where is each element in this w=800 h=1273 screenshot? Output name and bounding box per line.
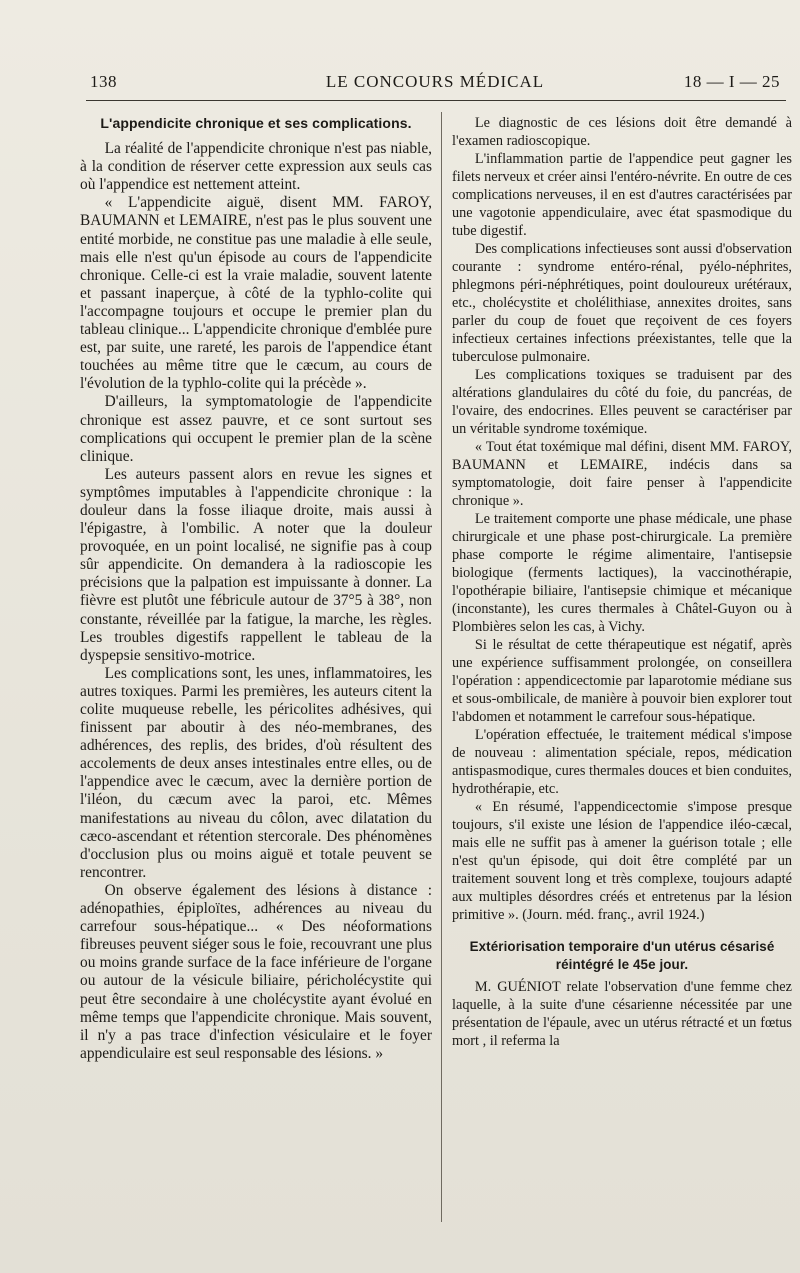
journal-title: LE CONCOURS MÉDICAL	[325, 72, 545, 91]
paragraph: L'inflammation partie de l'appendice peut gagner les filets nerveux et créer ainsi l'entéro-névrite. En outre de ces complications nerveuses, il en est d'autres caractérisées par une vagotonie appendiculaire, avec état spasmodique du tube digestif.	[452, 151, 792, 239]
paragraph: « Tout état toxémique mal défini, disent MM. FAROY, BAUMANN et LEMAIRE, indécis dans sa symptomatologie, doit faire penser à l'appendicite chronique ».	[452, 439, 792, 509]
paragraph: Les complications sont, les unes, inflammatoires, les autres toxiques. Parmi les premières, les auteurs citent la colite muqueuse rebelle, les péricolites adhésives, qui finissent par aboutir à des néo-membranes, des adhérences, des replis, des brides, d'où résultent des accolements de deux anses intestinales entre elles, ou de l'appendice avec le cæcum, avec la dernière portion de l'iléon, du cæcum avec la paroi, etc. Mêmes manifestations au niveau du côlon, avec dilatation du cæco-ascendant et rétention stercorale. Des phénomènes d'occlusion plus ou moins aiguë et totale peuvent se rencontrer.	[80, 664, 432, 881]
article-title: L'appendicite chronique et ses complications.	[100, 115, 412, 131]
paragraph: « L'appendicite aiguë, disent MM. FAROY, BAUMANN et LEMAIRE, n'est pas le plus souvent une entité morbide, ne constitue pas une maladie à elle seule, mais elle n'est qu'un épisode au cours de l'appendicite chronique. Celle-ci est la vraie maladie, souvent latente et passant inaperçue, à côté de la typhlo-colite qui l'accompagne toujours et occupe le premier plan du tableau clinique... L'appendicite chronique d'emblée pure est, par suite, une rareté, les parois de l'appendice étant touchées au même titre que le cæcum, au cours de l'évolution de la typhlo-colite qui la précède ».	[80, 194, 432, 393]
left-column	[80, 114, 432, 1063]
paragraph: La réalité de l'appendicite chronique n'est pas niable, à la condition de réserver cette expression aux seuls cas où l'appendice est nettement atteint.	[80, 140, 432, 194]
right-column	[452, 114, 792, 1050]
paragraph: « En résumé, l'appendicectomie s'impose presque toujours, s'il existe une lésion de l'appendice iléo-cæcal, mais elle ne suffit pas à amener la guérison totale ; elle n'est qu'un épisode, qui doit être complété par un traitement souvent long et très complexe, toujours adapté aux multiples désordres créés et entretenus par la lésion primitive ». (Journ. méd. franç., avril 1924.)	[452, 799, 792, 923]
paragraph: D'ailleurs, la symptomatologie de l'appendicite chronique est assez pauvre, et ce sont surtout ses complications qui occupent le premier plan de la scène clinique.	[80, 393, 432, 465]
paragraph: On observe également des lésions à distance : adénopathies, épiploïtes, adhérences au niveau du carrefour sous-hépatique... « Des néoformations fibreuses peuvent siéger sous le foie, recouvrant une plus ou moins grande surface de la face inférieure de l'organe ou autour de la vésicule biliaire, péricholécystite qui peut être secondaire à une cholécystite ayant évolué en même temps que l'appendicite chronique. Mais souvent, il n'y a pas trace d'infection vésiculaire et le foyer appendiculaire est seul responsable des lésions. »	[80, 881, 432, 1062]
header-rule	[86, 100, 786, 101]
paragraph: L'opération effectuée, le traitement médical s'impose de nouveau : alimentation spéciale, repos, médication antispasmodique, cures thermales douces et bien conduites, hydrothérapie, etc.	[452, 727, 792, 797]
column-divider	[441, 112, 442, 1222]
paragraph: Des complications infectieuses sont aussi d'observation courante : syndrome entéro-rénal, pyélo-néphrites, phlegmons péri-néphrétiques, point douloureux urétéraux, etc., cholécystite et cholélithiase, annexites droites, sans parler du coup de fouet que reçoivent de ces foyers infectieux certaines infections préexistantes, telle que la tuberculose pulmonaire.	[452, 241, 792, 365]
paragraph: Les auteurs passent alors en revue les signes et symptômes imputables à l'appendicite chronique : la douleur dans la fosse iliaque droite, mais aussi à l'épigastre, à l'ombilic. A noter que la douleur provoquée, en un point localisé, ne signifie pas à coup sûr appendicite. On demandera à la radioscopie les précisions que la palpation est impuissante à donner. La fièvre est plutôt une fébricule autour de 37°5 à 38°, non constante, réveillée par la fatigue, la marche, les règles. Les troubles digestifs rappellent le tableau de la dyspepsie sensitivo-motrice.	[80, 465, 432, 664]
section-title: Extériorisation temporaire d'un utérus césarisé réintégré le 45e jour.	[469, 939, 775, 972]
issue-date: 18 — I — 25	[683, 72, 780, 91]
paragraph: Les complications toxiques se traduisent par des altérations glandulaires du côté du foie, du pancréas, de l'ovaire, des endocrines. Elles peuvent se caractériser par un véritable syndrome toxémique.	[452, 367, 792, 437]
paragraph: Le traitement comporte une phase médicale, une phase chirurgicale et une phase post-chirurgicale. La première phase comporte le régime alimentaire, l'antisepsie biologique (ferments lactiques), la vaccinothérapie, l'opothérapie biliaire, l'antisepsie chimique et mécanique (inconstante), les cures thermales à Châtel-Guyon ou à Plombières selon les cas, à Vichy.	[452, 511, 792, 635]
paragraph: Si le résultat de cette thérapeutique est négatif, après une expérience suffisamment prolongée, on conseillera l'opération : appendicectomie par laparotomie médiane sus et sous-ombilicale, de manière à pouvoir bien explorer tout l'abdomen et notamment le carrefour sous-hépatique.	[452, 637, 792, 725]
page-number: 138	[90, 72, 117, 91]
paragraph: Le diagnostic de ces lésions doit être demandé à l'examen radioscopique.	[452, 115, 792, 149]
running-head	[90, 72, 780, 96]
paragraph: M. GUÉNIOT relate l'observation d'une femme chez laquelle, à la suite d'une césarienne nécessitée par une présentation de l'épaule, avec un utérus rétracté et un fœtus mort , il referma la	[452, 979, 792, 1049]
